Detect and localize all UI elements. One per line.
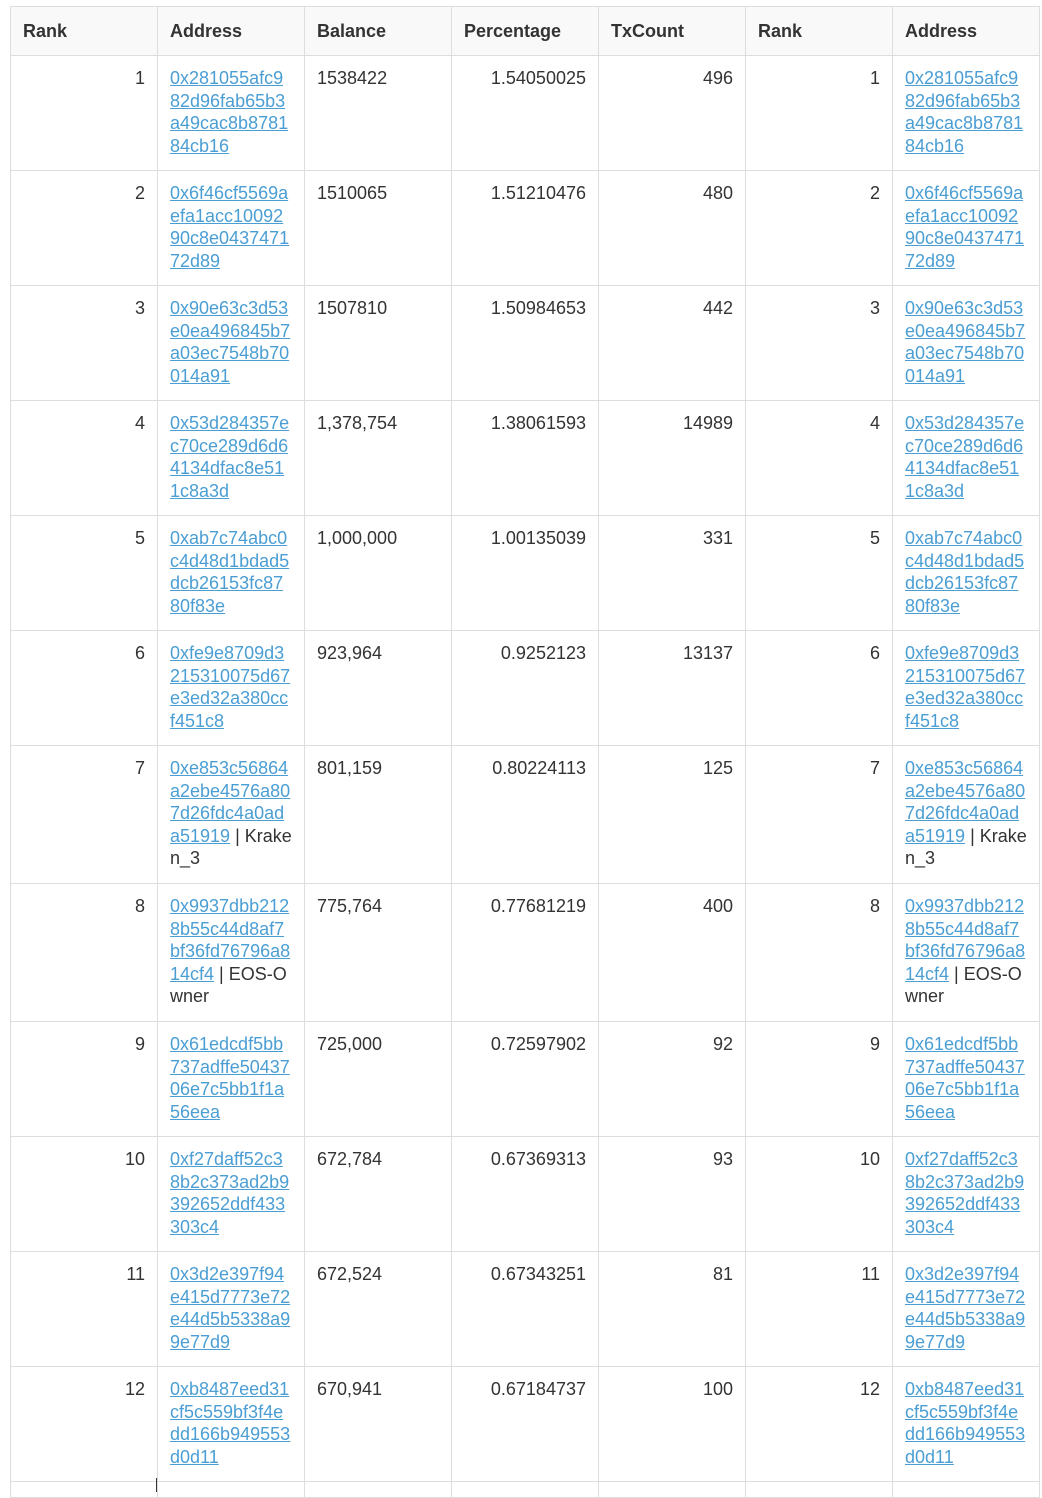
rank-cell-2: 2 [746, 171, 893, 286]
rank-cell: 7 [11, 746, 158, 884]
address-cell [158, 1022, 305, 1137]
table-row [11, 1367, 1040, 1482]
header-percentage: Percentage [452, 7, 599, 56]
table-row [11, 56, 1040, 171]
txcount-cell: 100 [599, 1367, 746, 1482]
address-link[interactable]: 0x53d284357ec70ce289d6d64134dfac8e511c8a3d [905, 413, 1025, 501]
rank-cell-2: 3 [746, 286, 893, 401]
percentage-cell: 0.80224113 [452, 746, 599, 884]
address-link[interactable]: 0xfe9e8709d3215310075d67e3ed32a380ccf451c8 [905, 643, 1026, 731]
address-link[interactable]: 0xe853c56864a2ebe4576a807d26fdc4a0ada51919 [170, 758, 291, 846]
holders-table [10, 6, 1040, 1498]
balance-cell: 923,964 [305, 631, 452, 746]
percentage-cell: 1.54050025 [452, 56, 599, 171]
txcount-cell: 400 [599, 884, 746, 1022]
address-link[interactable]: 0x61edcdf5bb737adffe5043706e7c5bb1f1a56eea [170, 1034, 290, 1122]
address-link[interactable]: 0xb8487eed31cf5c559bf3f4edd166b949553d0d11 [905, 1379, 1026, 1467]
percentage-cell: 0.77681219 [452, 884, 599, 1022]
rank-cell: 1 [11, 56, 158, 171]
address-link[interactable]: 0x281055afc982d96fab65b3a49cac8b878184cb16 [170, 68, 289, 156]
percentage-cell: 1.00135039 [452, 516, 599, 631]
address-cell-2 [893, 286, 1040, 401]
empty-cell [452, 1482, 599, 1498]
table-row [11, 746, 1040, 884]
address-cell: 0x9937dbb2128b55c44d8af7bf36fd76796a814cf4 | EOS-Owner [158, 884, 305, 1022]
balance-cell: 1,378,754 [305, 401, 452, 516]
rank-cell-2: 5 [746, 516, 893, 631]
table-row-partial [11, 1482, 1040, 1498]
empty-cell [11, 1482, 158, 1498]
address-cell-2 [893, 171, 1040, 286]
address-link[interactable]: 0xb8487eed31cf5c559bf3f4edd166b949553d0d11 [170, 1379, 291, 1467]
address-cell-2 [893, 516, 1040, 631]
table-row [11, 516, 1040, 631]
header-balance: Balance [305, 7, 452, 56]
txcount-cell: 480 [599, 171, 746, 286]
table-row [11, 1022, 1040, 1137]
empty-cell [305, 1482, 452, 1498]
percentage-cell: 0.67343251 [452, 1252, 599, 1367]
txcount-cell: 14989 [599, 401, 746, 516]
balance-cell: 775,764 [305, 884, 452, 1022]
txcount-cell: 13137 [599, 631, 746, 746]
balance-cell: 1510065 [305, 171, 452, 286]
address-link[interactable]: 0x90e63c3d53e0ea496845b7a03ec7548b70014a91 [905, 298, 1026, 386]
balance-cell: 672,784 [305, 1137, 452, 1252]
address-label: Kraken_3 [905, 825, 1027, 868]
rank-cell-2: 10 [746, 1137, 893, 1252]
rank-cell-2: 7 [746, 746, 893, 884]
percentage-cell: 0.9252123 [452, 631, 599, 746]
address-link[interactable]: 0xe853c56864a2ebe4576a807d26fdc4a0ada51919 [905, 758, 1026, 846]
address-link[interactable]: 0x90e63c3d53e0ea496845b7a03ec7548b70014a91 [170, 298, 291, 386]
address-link[interactable]: 0x3d2e397f94e415d7773e72e44d5b5338a99e77d9 [905, 1264, 1026, 1352]
address-link[interactable]: 0x9937dbb2128b55c44d8af7bf36fd76796a814cf4 [905, 896, 1026, 984]
rank-cell-2: 6 [746, 631, 893, 746]
txcount-cell: 331 [599, 516, 746, 631]
balance-cell: 672,524 [305, 1252, 452, 1367]
address-cell-2 [893, 1252, 1040, 1367]
column-divider [156, 1478, 157, 1492]
address-cell [158, 516, 305, 631]
balance-cell: 1,000,000 [305, 516, 452, 631]
address-link[interactable]: 0x3d2e397f94e415d7773e72e44d5b5338a99e77d9 [170, 1264, 291, 1352]
address-label: EOS-Owner [170, 963, 287, 1006]
rank-cell: 4 [11, 401, 158, 516]
address-cell [158, 286, 305, 401]
address-cell-2: 0x9937dbb2128b55c44d8af7bf36fd76796a814cf4 | EOS-Owner [893, 884, 1040, 1022]
address-link[interactable]: 0xf27daff52c38b2c373ad2b9392652ddf433303c4 [170, 1149, 290, 1237]
table-row [11, 631, 1040, 746]
address-label: Kraken_3 [170, 825, 292, 868]
table-row [11, 171, 1040, 286]
address-cell [158, 171, 305, 286]
address-cell-2 [893, 1367, 1040, 1482]
header-txcount: TxCount [599, 7, 746, 56]
table-row [11, 401, 1040, 516]
percentage-cell: 0.67369313 [452, 1137, 599, 1252]
rank-cell-2: 9 [746, 1022, 893, 1137]
address-cell-2 [893, 56, 1040, 171]
header-address-2: Address [893, 7, 1040, 56]
rank-cell-2: 12 [746, 1367, 893, 1482]
rank-cell-2: 4 [746, 401, 893, 516]
address-cell [158, 1367, 305, 1482]
address-link[interactable]: 0xfe9e8709d3215310075d67e3ed32a380ccf451c8 [170, 643, 291, 731]
address-cell [158, 1137, 305, 1252]
address-link[interactable]: 0x281055afc982d96fab65b3a49cac8b878184cb16 [905, 68, 1024, 156]
rank-cell: 2 [11, 171, 158, 286]
address-link[interactable]: 0x61edcdf5bb737adffe5043706e7c5bb1f1a56eea [905, 1034, 1025, 1122]
address-cell-2: 0xe853c56864a2ebe4576a807d26fdc4a0ada51919 | Kraken_3 [893, 746, 1040, 884]
txcount-cell: 81 [599, 1252, 746, 1367]
address-cell-2 [893, 1137, 1040, 1252]
balance-cell: 725,000 [305, 1022, 452, 1137]
address-cell [158, 1252, 305, 1367]
rank-cell: 12 [11, 1367, 158, 1482]
rank-cell-2: 11 [746, 1252, 893, 1367]
header-row [11, 7, 1040, 56]
table-row [11, 884, 1040, 1022]
address-label: EOS-Owner [905, 963, 1022, 1006]
rank-cell-2: 8 [746, 884, 893, 1022]
rank-cell: 11 [11, 1252, 158, 1367]
rank-cell: 10 [11, 1137, 158, 1252]
address-cell [158, 631, 305, 746]
txcount-cell: 92 [599, 1022, 746, 1137]
table-row [11, 286, 1040, 401]
header-rank-2: Rank [746, 7, 893, 56]
address-cell-2 [893, 1022, 1040, 1137]
balance-cell: 801,159 [305, 746, 452, 884]
address-link[interactable]: 0xab7c74abc0c4d48d1bdad5dcb26153fc8780f83e [905, 528, 1025, 616]
rank-cell: 9 [11, 1022, 158, 1137]
address-cell [158, 401, 305, 516]
header-rank: Rank [11, 7, 158, 56]
table-row [11, 1252, 1040, 1367]
address-link[interactable]: 0x6f46cf5569aefa1acc1009290c8e043747172d89 [905, 183, 1025, 271]
empty-cell [599, 1482, 746, 1498]
rank-cell-2: 1 [746, 56, 893, 171]
address-link[interactable]: 0x53d284357ec70ce289d6d64134dfac8e511c8a3d [170, 413, 290, 501]
address-link[interactable]: 0xab7c74abc0c4d48d1bdad5dcb26153fc8780f83e [170, 528, 290, 616]
empty-cell [158, 1482, 305, 1498]
percentage-cell: 1.38061593 [452, 401, 599, 516]
empty-cell [746, 1482, 893, 1498]
txcount-cell: 93 [599, 1137, 746, 1252]
table-body [11, 56, 1040, 1498]
rank-cell: 8 [11, 884, 158, 1022]
txcount-cell: 125 [599, 746, 746, 884]
txcount-cell: 496 [599, 56, 746, 171]
percentage-cell: 1.50984653 [452, 286, 599, 401]
address-cell-2 [893, 401, 1040, 516]
balance-cell: 670,941 [305, 1367, 452, 1482]
txcount-cell: 442 [599, 286, 746, 401]
balance-cell: 1538422 [305, 56, 452, 171]
address-link[interactable]: 0xf27daff52c38b2c373ad2b9392652ddf433303c4 [905, 1149, 1025, 1237]
percentage-cell: 1.51210476 [452, 171, 599, 286]
header-address: Address [158, 7, 305, 56]
percentage-cell: 0.67184737 [452, 1367, 599, 1482]
percentage-cell: 0.72597902 [452, 1022, 599, 1137]
rank-cell: 5 [11, 516, 158, 631]
rank-cell: 3 [11, 286, 158, 401]
address-link[interactable]: 0x6f46cf5569aefa1acc1009290c8e043747172d89 [170, 183, 290, 271]
table-row [11, 1137, 1040, 1252]
balance-cell: 1507810 [305, 286, 452, 401]
rank-cell: 6 [11, 631, 158, 746]
address-cell: 0xe853c56864a2ebe4576a807d26fdc4a0ada51919 | Kraken_3 [158, 746, 305, 884]
address-link[interactable]: 0x9937dbb2128b55c44d8af7bf36fd76796a814cf4 [170, 896, 291, 984]
empty-cell [893, 1482, 1040, 1498]
address-cell [158, 56, 305, 171]
address-cell-2 [893, 631, 1040, 746]
